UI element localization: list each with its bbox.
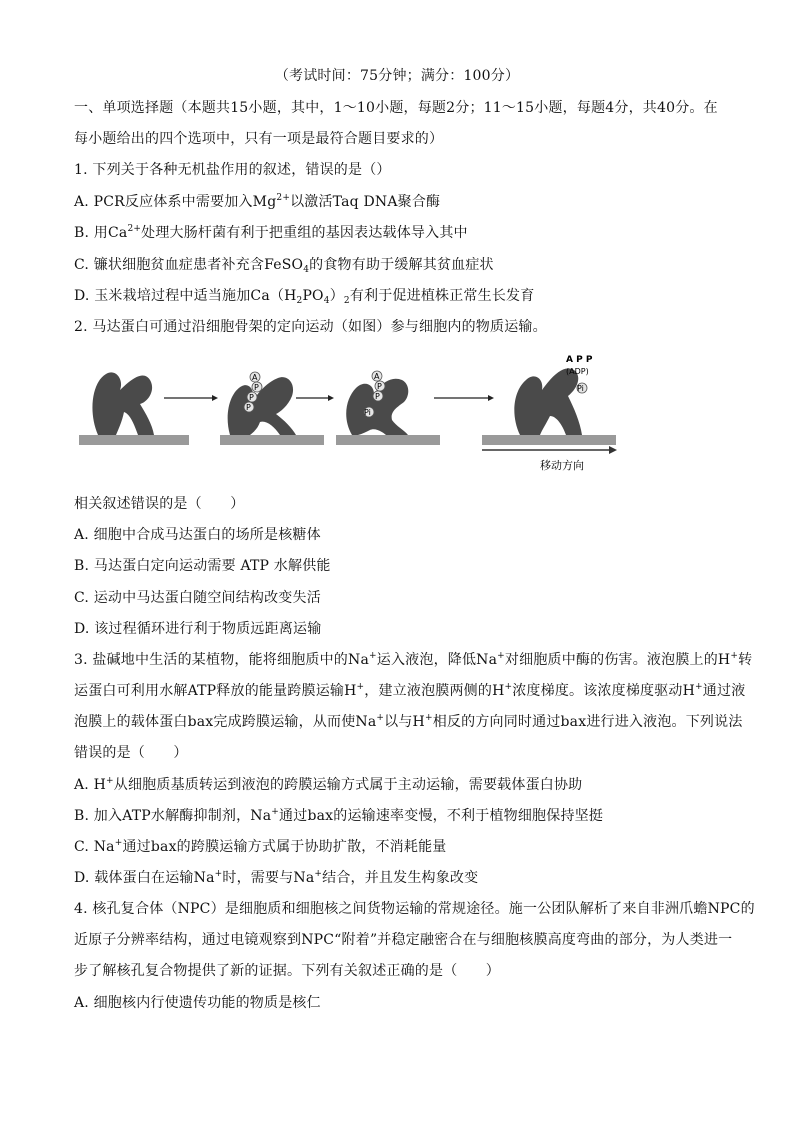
cytoskeleton-track-2: [220, 435, 324, 445]
q3-option-d: D. 载体蛋白在运输Na+时，需要与Na+结合，并且发生构象改变: [74, 869, 479, 886]
cytoskeleton-track-1: [79, 435, 189, 445]
q2-option-a: A. 细胞中合成马达蛋白的场所是核糖体: [74, 527, 321, 543]
svg-text:Pi: Pi: [364, 408, 371, 417]
q3-stem-line-4: 错误的是（ ）: [74, 745, 188, 761]
exam-info: （考试时间：75分钟；满分：100分）: [274, 68, 520, 84]
q2-option-b: B. 马达蛋白定向运动需要 ATP 水解供能: [74, 558, 331, 574]
svg-text:P: P: [249, 393, 254, 402]
svg-text:A: A: [252, 373, 258, 382]
q1-option-c: C. 镰状细胞贫血症患者补充含FeSO$_4$的食物有助于缓解其贫血症状: [74, 257, 494, 275]
q3-option-a: A. H+从细胞质基质转运到液泡的跨膜运输方式属于主动运输，需要载体蛋白协助: [74, 776, 583, 793]
q4-stem-line-2: 近原子分辨率结构，通过电镜观察到NPC“附着”并稳定融密合在与细胞核膜高度弯曲的部分，为人类进一: [74, 932, 733, 948]
direction-label: 移动方向: [540, 459, 584, 472]
svg-text:Pi: Pi: [577, 384, 584, 393]
q3-option-c: C. Na+通过bax的跨膜运输方式属于协助扩散，不消耗能量: [74, 838, 447, 855]
cytoskeleton-track-4: [482, 435, 616, 445]
q3-stem-line-2: 运蛋白可利用水解ATP释放的能量跨膜运输H+，建立液泡膜两侧的H+浓度梯度。该浓度梯度驱动H+通过液: [74, 682, 746, 699]
q1-option-d: D. 玉米栽培过程中适当施加$Ca(H_2PO_4)_2$有利于促进植株正常生长发育: [74, 288, 535, 306]
q2-option-d: D. 该过程循环进行利于物质远距离运输: [74, 621, 322, 637]
svg-text:A P P: A P P: [566, 355, 593, 365]
q3-option-b: B. 加入ATP水解酶抑制剂，Na+通过bax的运输速率变慢，不利于植物细胞保持坚挺: [74, 807, 604, 824]
q4-stem-line-1: 4. 核孔复合体（NPC）是细胞质和细胞核之间货物运输的常规途径。施一公团队解析了来自非洲爪蟾NPC的: [74, 901, 755, 917]
q3-stem-line-1: 3. 盐碱地中生活的某植物，能将细胞质中的Na+运入液泡，降低Na+对细胞质中酶的伤害。液泡膜上的H+转: [74, 651, 753, 668]
motor-protein-shape-1: [92, 372, 154, 435]
q1-stem: 1. 下列关于各种无机盐作用的叙述，错误的是（）: [74, 162, 391, 178]
q2-option-c: C. 运动中马达蛋白随空间结构改变失活: [74, 590, 321, 606]
svg-text:P: P: [246, 403, 251, 412]
motor-protein-shape-4: [514, 368, 582, 435]
cytoskeleton-track-3: [336, 435, 440, 445]
q2-prompt: 相关叙述错误的是（ ）: [74, 496, 245, 512]
q3-stem-line-3: 泡膜上的载体蛋白bax完成跨膜运输，从而使Na+以与H+相反的方向同时通过bax进行进入液泡。下列说法: [74, 713, 743, 730]
svg-text:P: P: [377, 382, 382, 391]
q1-option-b: B. 用$Ca^{2+}$处理大肠杆菌有利于把重组的基因表达载体导入其中: [74, 224, 468, 241]
q4-stem-line-3: 步了解核孔复合物提供了新的证据。下列有关叙述正确的是（ ）: [74, 963, 500, 979]
svg-text:(ADP): (ADP): [566, 367, 589, 376]
section-title-line-1: 一、单项选择题（本题共15小题，其中，1～10小题，每题2分；11～15小题，每题4分，共40分。在: [74, 100, 718, 116]
section-title-line-2: 每小题给出的四个选项中，只有一项是最符合题目要求的）: [74, 131, 444, 147]
q2-stem: 2. 马达蛋白可通过沿细胞骨架的定向运动（如图）参与细胞内的物质运输。: [74, 319, 547, 335]
q1-option-a: A. PCR反应体系中需要加入$Mg^{2+}$以激活Taq DNA聚合酶: [74, 193, 441, 210]
svg-text:P: P: [375, 392, 380, 401]
svg-text:A: A: [374, 372, 380, 381]
svg-text:P: P: [254, 383, 259, 392]
q4-option-a: A. 细胞核内行使遗传功能的物质是核仁: [74, 995, 321, 1011]
motor-protein-figure: [74, 352, 634, 477]
